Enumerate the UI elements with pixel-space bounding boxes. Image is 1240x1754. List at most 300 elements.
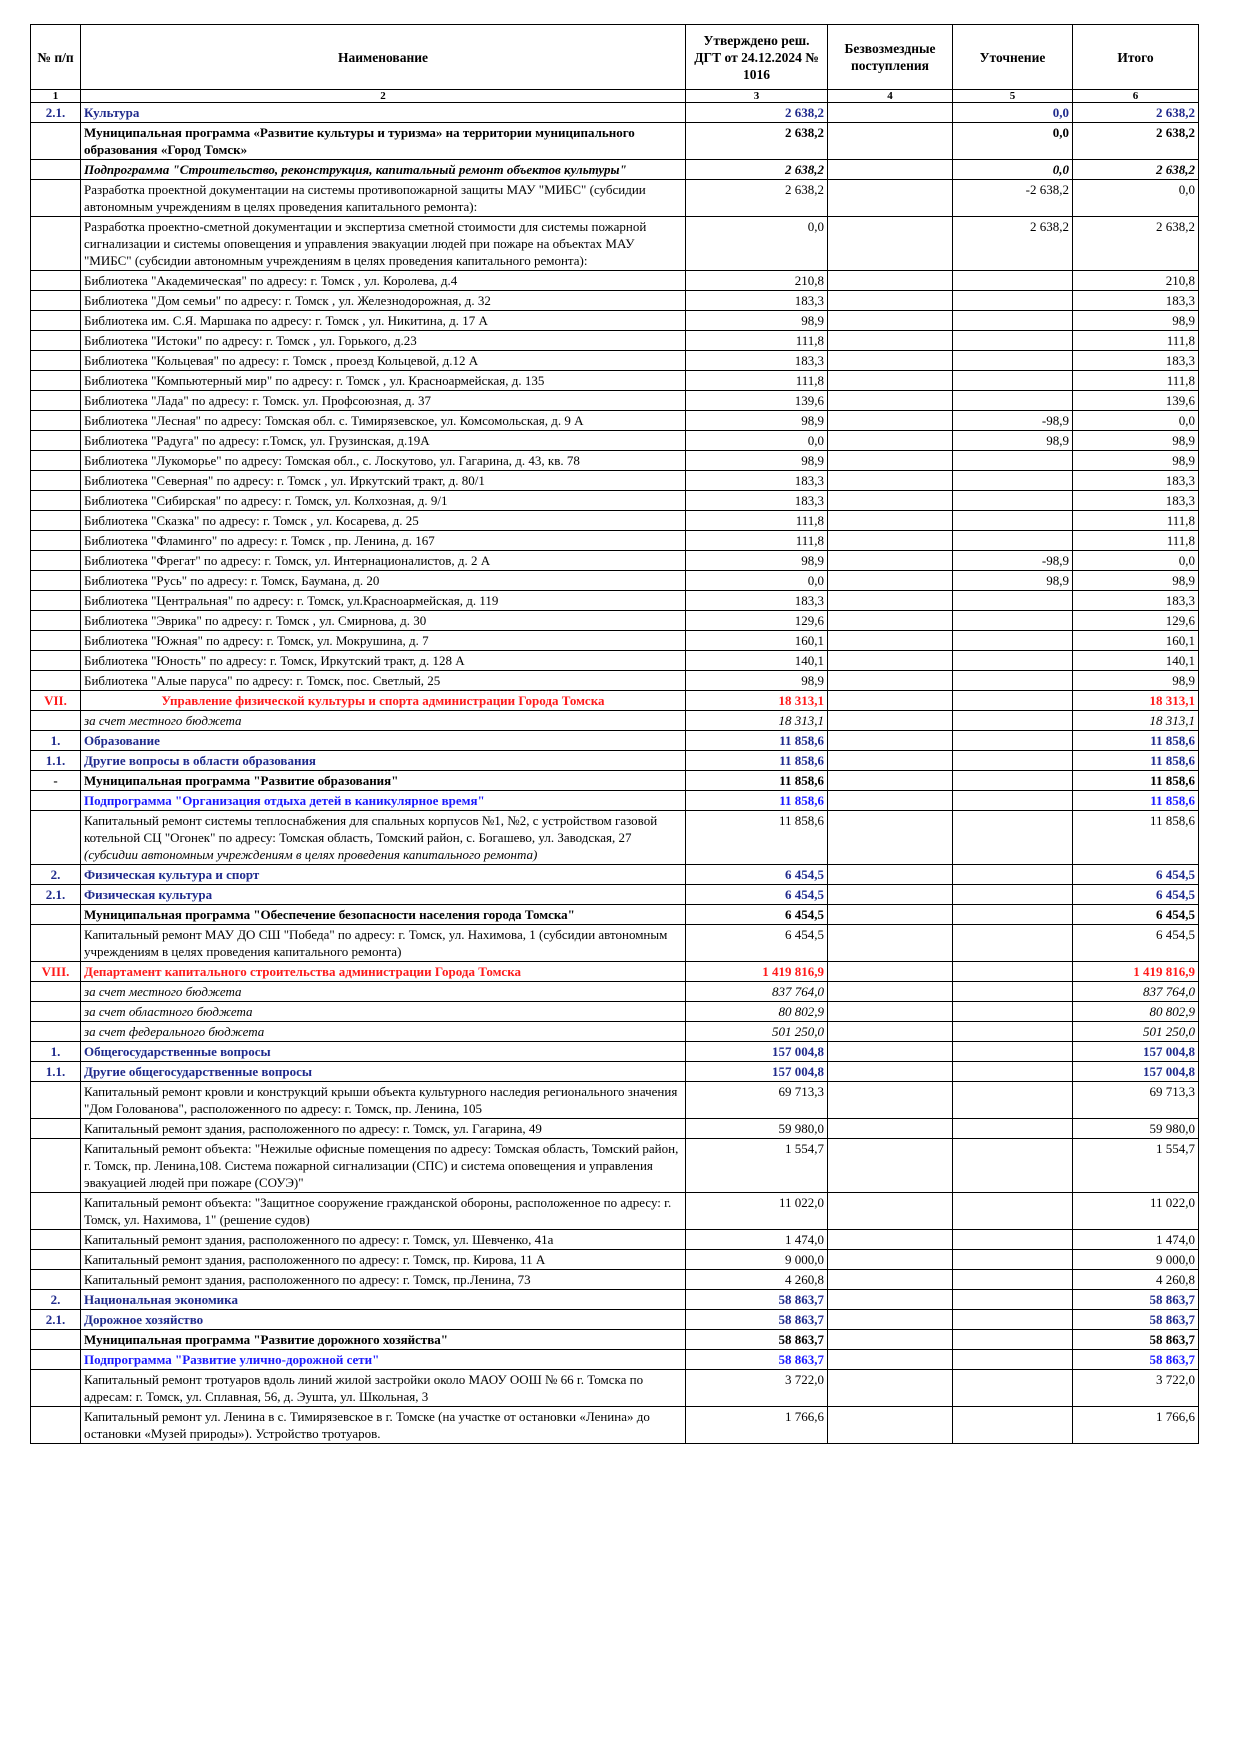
total-value: 0,0 [1073, 180, 1199, 217]
row-number [31, 1230, 81, 1250]
row-number [31, 551, 81, 571]
approved-value: 9 000,0 [686, 1250, 828, 1270]
grants-value [828, 471, 953, 491]
table-row [31, 691, 1199, 711]
row-name-text: Библиотека "Южная" по адресу: г. Томск, ул. Мокрушина, д. 7 [84, 633, 429, 648]
grants-value [828, 1250, 953, 1270]
table-row [31, 1250, 1199, 1270]
grants-value [828, 311, 953, 331]
table-row [31, 962, 1199, 982]
table-row [31, 491, 1199, 511]
row-number [31, 925, 81, 962]
total-value: 11 858,6 [1073, 751, 1199, 771]
row-number [31, 791, 81, 811]
row-name-text: Библиотека "Академическая" по адресу: г. Томск , ул. Королева, д.4 [84, 273, 458, 288]
row-name-text: Физическая культура и спорт [84, 867, 260, 882]
approved-value: 6 454,5 [686, 905, 828, 925]
total-value: 11 858,6 [1073, 811, 1199, 865]
grants-value [828, 123, 953, 160]
adjustment-value [953, 771, 1073, 791]
row-name [81, 1022, 686, 1042]
row-name [81, 1290, 686, 1310]
grants-value [828, 811, 953, 865]
approved-value: 111,8 [686, 331, 828, 351]
row-number [31, 631, 81, 651]
approved-value: 58 863,7 [686, 1310, 828, 1330]
total-value: 98,9 [1073, 311, 1199, 331]
grants-value [828, 1082, 953, 1119]
grants-value [828, 1022, 953, 1042]
adjustment-value [953, 271, 1073, 291]
total-value: 157 004,8 [1073, 1042, 1199, 1062]
approved-value: 1 766,6 [686, 1407, 828, 1444]
row-name-text: Библиотека "Эврика" по адресу: г. Томск , ул. Смирнова, д. 30 [84, 613, 427, 628]
adjustment-value [953, 885, 1073, 905]
row-name [81, 591, 686, 611]
approved-value: 80 802,9 [686, 1002, 828, 1022]
total-value: 58 863,7 [1073, 1350, 1199, 1370]
grants-value [828, 571, 953, 591]
row-number [31, 1407, 81, 1444]
table-row [31, 1193, 1199, 1230]
adjustment-value [953, 1002, 1073, 1022]
row-number [31, 391, 81, 411]
table-row [31, 1139, 1199, 1193]
grants-value [828, 771, 953, 791]
adjustment-value [953, 982, 1073, 1002]
row-number [31, 351, 81, 371]
row-name-text: Культура [84, 105, 140, 120]
adjustment-value [953, 1407, 1073, 1444]
total-value: 69 713,3 [1073, 1082, 1199, 1119]
row-number: 2.1. [31, 885, 81, 905]
grants-value [828, 551, 953, 571]
adjustment-value [953, 331, 1073, 351]
approved-value: 18 313,1 [686, 711, 828, 731]
approved-value: 0,0 [686, 571, 828, 591]
row-name [81, 885, 686, 905]
grants-value [828, 671, 953, 691]
grants-value [828, 391, 953, 411]
row-name-text: Капитальный ремонт здания, расположенного по адресу: г. Томск, ул. Шевченко, 41а [84, 1232, 554, 1247]
total-value: 111,8 [1073, 331, 1199, 351]
row-name-text: Библиотека им. С.Я. Маршака по адресу: г. Томск , ул. Никитина, д. 17 А [84, 313, 488, 328]
row-number [31, 1119, 81, 1139]
column-number: 3 [686, 90, 828, 103]
header-total: Итого [1073, 25, 1199, 90]
total-value: 80 802,9 [1073, 1002, 1199, 1022]
adjustment-value [953, 291, 1073, 311]
row-number: 2. [31, 1290, 81, 1310]
grants-value [828, 511, 953, 531]
total-value: 18 313,1 [1073, 691, 1199, 711]
total-value: 140,1 [1073, 651, 1199, 671]
row-name [81, 1062, 686, 1082]
approved-value: 3 722,0 [686, 1370, 828, 1407]
header-grants: Безвозмездные поступления [828, 25, 953, 90]
adjustment-value [953, 751, 1073, 771]
header-no: № п/п [31, 25, 81, 90]
row-name [81, 1350, 686, 1370]
total-value: 1 419 816,9 [1073, 962, 1199, 982]
row-name-text: Муниципальная программа "Обеспечение безопасности населения города Томска" [84, 907, 575, 922]
row-name [81, 905, 686, 925]
table-row [31, 925, 1199, 962]
adjustment-value [953, 631, 1073, 651]
approved-value: 11 858,6 [686, 771, 828, 791]
approved-value: 98,9 [686, 411, 828, 431]
table-row [31, 123, 1199, 160]
row-number [31, 1330, 81, 1350]
row-name [81, 865, 686, 885]
row-name [81, 671, 686, 691]
row-name [81, 1270, 686, 1290]
total-value: 98,9 [1073, 571, 1199, 591]
row-name-text: Библиотека "Северная" по адресу: г. Томск , ул. Иркутский тракт, д. 80/1 [84, 473, 485, 488]
grants-value [828, 103, 953, 123]
row-number [31, 1350, 81, 1370]
total-value: 18 313,1 [1073, 711, 1199, 731]
adjustment-value [953, 1350, 1073, 1370]
grants-value [828, 160, 953, 180]
table-row [31, 982, 1199, 1002]
approved-value: 4 260,8 [686, 1270, 828, 1290]
table-row [31, 1370, 1199, 1407]
adjustment-value: 0,0 [953, 123, 1073, 160]
row-number [31, 651, 81, 671]
adjustment-value [953, 1082, 1073, 1119]
grants-value [828, 371, 953, 391]
row-number [31, 531, 81, 551]
table-row [31, 511, 1199, 531]
approved-value: 59 980,0 [686, 1119, 828, 1139]
row-name-text: Капитальный ремонт МАУ ДО СШ "Победа" по адресу: г. Томск, ул. Нахимова, 1 (субсидии автономным учреждениям в целях проведения капитального ремонта) [84, 927, 668, 959]
table-row [31, 103, 1199, 123]
approved-value: 98,9 [686, 311, 828, 331]
table-row [31, 1022, 1199, 1042]
row-name [81, 371, 686, 391]
table-row [31, 885, 1199, 905]
row-number [31, 331, 81, 351]
grants-value [828, 451, 953, 471]
grants-value [828, 411, 953, 431]
row-name [81, 1002, 686, 1022]
row-name [81, 431, 686, 451]
total-value: 6 454,5 [1073, 885, 1199, 905]
column-number-row [31, 90, 1199, 103]
row-number [31, 1002, 81, 1022]
header-adjustment: Уточнение [953, 25, 1073, 90]
row-number: - [31, 771, 81, 791]
row-name [81, 1119, 686, 1139]
total-value: 9 000,0 [1073, 1250, 1199, 1270]
approved-value: 11 858,6 [686, 791, 828, 811]
table-row [31, 1082, 1199, 1119]
row-name [81, 160, 686, 180]
row-number [31, 1139, 81, 1193]
row-name-text: Капитальный ремонт ул. Ленина в с. Тимирязевское в г. Томске (на участке от остановки «Ленина» до остановки «Музей природы»). Устройство тротуаров. [84, 1409, 650, 1441]
total-value: 183,3 [1073, 351, 1199, 371]
row-name-text: Библиотека "Лукоморье" по адресу: Томская обл., с. Лоскутово, ул. Гагарина, д. 43, кв. 78 [84, 453, 580, 468]
row-name [81, 751, 686, 771]
row-name [81, 291, 686, 311]
row-number: 2.1. [31, 1310, 81, 1330]
grants-value [828, 731, 953, 751]
row-name [81, 217, 686, 271]
grants-value [828, 905, 953, 925]
approved-value: 183,3 [686, 291, 828, 311]
column-number: 1 [31, 90, 81, 103]
row-name [81, 471, 686, 491]
total-value: 1 766,6 [1073, 1407, 1199, 1444]
row-name-text: Библиотека "Кольцевая" по адресу: г. Томск , проезд Кольцевой, д.12 А [84, 353, 479, 368]
adjustment-value: -98,9 [953, 411, 1073, 431]
row-number [31, 451, 81, 471]
total-value: 58 863,7 [1073, 1310, 1199, 1330]
table-row [31, 651, 1199, 671]
adjustment-value: 2 638,2 [953, 217, 1073, 271]
grants-value [828, 1270, 953, 1290]
approved-value: 1 474,0 [686, 1230, 828, 1250]
approved-value: 58 863,7 [686, 1290, 828, 1310]
column-number: 2 [81, 90, 686, 103]
approved-value: 2 638,2 [686, 180, 828, 217]
row-name-text: Библиотека "Русь" по адресу: г. Томск, Баумана, д. 20 [84, 573, 380, 588]
row-number [31, 571, 81, 591]
row-name-text: Капитальный ремонт здания, расположенного по адресу: г. Томск, ул. Гагарина, 49 [84, 1121, 542, 1136]
table-row [31, 671, 1199, 691]
table-row [31, 631, 1199, 651]
row-name-text: Другие общегосударственные вопросы [84, 1064, 312, 1079]
total-value: 2 638,2 [1073, 217, 1199, 271]
grants-value [828, 591, 953, 611]
row-name-text: за счет местного бюджета [84, 713, 242, 728]
row-number: 1.1. [31, 1062, 81, 1082]
approved-value: 98,9 [686, 671, 828, 691]
total-value: 111,8 [1073, 511, 1199, 531]
table-row [31, 771, 1199, 791]
row-name [81, 1310, 686, 1330]
adjustment-value [953, 1119, 1073, 1139]
total-value: 98,9 [1073, 671, 1199, 691]
row-name-text: Муниципальная программа «Развитие культуры и туризма» на территории муниципального образования «Город Томск» [84, 125, 635, 157]
row-name-text: Библиотека "Юность" по адресу: г. Томск, Иркутский тракт, д. 128 А [84, 653, 465, 668]
total-value: 111,8 [1073, 531, 1199, 551]
table-row [31, 471, 1199, 491]
row-name [81, 571, 686, 591]
approved-value: 139,6 [686, 391, 828, 411]
row-name-text: Муниципальная программа "Развитие образования" [84, 773, 399, 788]
approved-value: 11 022,0 [686, 1193, 828, 1230]
approved-value: 183,3 [686, 471, 828, 491]
column-number: 6 [1073, 90, 1199, 103]
row-name [81, 511, 686, 531]
row-name-text: Общегосударственные вопросы [84, 1044, 271, 1059]
row-number [31, 180, 81, 217]
approved-value: 1 554,7 [686, 1139, 828, 1193]
table-row [31, 311, 1199, 331]
row-number [31, 311, 81, 331]
table-row [31, 160, 1199, 180]
table-row [31, 731, 1199, 751]
row-name-text: Библиотека "Сибирская" по адресу: г. Томск, ул. Колхозная, д. 9/1 [84, 493, 448, 508]
row-name-text: Библиотека "Радуга" по адресу: г.Томск, ул. Грузинская, д.19А [84, 433, 430, 448]
approved-value: 2 638,2 [686, 160, 828, 180]
row-name [81, 551, 686, 571]
row-name-text: Капитальный ремонт системы теплоснабжения для спальных корпусов №1, №2, с устройством газовой котельной СЦ "Огонек" по адресу: Томская область, Томский район, с. Богашево, ул. Заводская, 27 [84, 813, 658, 845]
table-row [31, 1330, 1199, 1350]
adjustment-value [953, 671, 1073, 691]
adjustment-value [953, 351, 1073, 371]
total-value: 1 554,7 [1073, 1139, 1199, 1193]
approved-value: 2 638,2 [686, 103, 828, 123]
row-number [31, 271, 81, 291]
row-name [81, 1193, 686, 1230]
row-number [31, 411, 81, 431]
row-number [31, 1082, 81, 1119]
total-value: 183,3 [1073, 591, 1199, 611]
row-name [81, 411, 686, 431]
row-name [81, 1250, 686, 1270]
table-row [31, 371, 1199, 391]
row-number [31, 982, 81, 1002]
row-name-text: Подпрограмма "Развитие улично-дорожной сети" [84, 1352, 380, 1367]
approved-value: 11 858,6 [686, 751, 828, 771]
approved-value: 210,8 [686, 271, 828, 291]
row-number: VII. [31, 691, 81, 711]
adjustment-value [953, 1330, 1073, 1350]
row-number: 1.1. [31, 751, 81, 771]
approved-value: 69 713,3 [686, 1082, 828, 1119]
row-number [31, 371, 81, 391]
adjustment-value [953, 905, 1073, 925]
row-name [81, 1139, 686, 1193]
adjustment-value [953, 371, 1073, 391]
adjustment-value [953, 1310, 1073, 1330]
grants-value [828, 611, 953, 631]
total-value: 210,8 [1073, 271, 1199, 291]
table-row [31, 531, 1199, 551]
total-value: 2 638,2 [1073, 123, 1199, 160]
table-row [31, 331, 1199, 351]
row-name [81, 331, 686, 351]
adjustment-value [953, 731, 1073, 751]
row-name [81, 491, 686, 511]
row-name [81, 1330, 686, 1350]
grants-value [828, 291, 953, 311]
adjustment-value: -98,9 [953, 551, 1073, 571]
grants-value [828, 1062, 953, 1082]
adjustment-value [953, 651, 1073, 671]
row-name-text: Библиотека "Лесная" по адресу: Томская обл. с. Тимирязевское, ул. Комсомольская, д. 9 А [84, 413, 584, 428]
row-name [81, 651, 686, 671]
grants-value [828, 925, 953, 962]
adjustment-value [953, 791, 1073, 811]
row-number [31, 431, 81, 451]
table-row [31, 1290, 1199, 1310]
table-row [31, 1119, 1199, 1139]
total-value: 98,9 [1073, 451, 1199, 471]
adjustment-value [953, 451, 1073, 471]
row-name-text: Дорожное хозяйство [84, 1312, 204, 1327]
grants-value [828, 1370, 953, 1407]
row-number [31, 1022, 81, 1042]
row-name [81, 180, 686, 217]
row-note: (субсидии автономным учреждениям в целях проведения капитального ремонта) [84, 847, 538, 862]
row-name [81, 1370, 686, 1407]
grants-value [828, 180, 953, 217]
table-row [31, 1230, 1199, 1250]
table-row [31, 1350, 1199, 1370]
row-name [81, 611, 686, 631]
adjustment-value [953, 511, 1073, 531]
table-row [31, 1270, 1199, 1290]
total-value: 183,3 [1073, 491, 1199, 511]
grants-value [828, 711, 953, 731]
approved-value: 6 454,5 [686, 865, 828, 885]
approved-value: 2 638,2 [686, 123, 828, 160]
grants-value [828, 1330, 953, 1350]
total-value: 11 858,6 [1073, 731, 1199, 751]
approved-value: 837 764,0 [686, 982, 828, 1002]
total-value: 0,0 [1073, 551, 1199, 571]
row-name-text: Капитальный ремонт здания, расположенного по адресу: г. Томск, пр.Ленина, 73 [84, 1272, 531, 1287]
table-row [31, 1407, 1199, 1444]
total-value: 160,1 [1073, 631, 1199, 651]
row-name-text: Капитальный ремонт объекта: "Нежилые офисные помещения по адресу: Томская область, Томский район, г. Томск, пр. Ленина,108. Система пожарной сигнализации (СПС) и система оповещения и управления эвакуацией людей при пожаре (СОУЭ)" [84, 1141, 679, 1190]
table-row [31, 751, 1199, 771]
row-number [31, 811, 81, 865]
adjustment-value [953, 1230, 1073, 1250]
row-name [81, 391, 686, 411]
approved-value: 129,6 [686, 611, 828, 631]
table-row [31, 180, 1199, 217]
grants-value [828, 982, 953, 1002]
row-name [81, 123, 686, 160]
grants-value [828, 531, 953, 551]
table-row [31, 217, 1199, 271]
adjustment-value [953, 1290, 1073, 1310]
total-value: 183,3 [1073, 291, 1199, 311]
row-name-text: Разработка проектной документации на системы противопожарной защиты МАУ "МИБС" (субсидии автономным учреждениям в целях проведения капитального ремонта): [84, 182, 646, 214]
approved-value: 111,8 [686, 531, 828, 551]
row-name-text: Капитальный ремонт здания, расположенного по адресу: г. Томск, пр. Кирова, 11 А [84, 1252, 546, 1267]
approved-value: 58 863,7 [686, 1350, 828, 1370]
total-value: 58 863,7 [1073, 1290, 1199, 1310]
row-name-text: Разработка проектно-сметной документации и экспертиза сметной стоимости для системы пожарной сигнализации и системы оповещения и управления эвакуации людей при пожаре на объектах МАУ "МИБС" (субсидии автономным учреждениям в целях проведения капитального ремонта): [84, 219, 647, 268]
row-name-text: за счет местного бюджета [84, 984, 242, 999]
approved-value: 183,3 [686, 591, 828, 611]
table-body [31, 103, 1199, 1444]
table-row [31, 431, 1199, 451]
approved-value: 111,8 [686, 511, 828, 531]
row-name [81, 351, 686, 371]
grants-value [828, 271, 953, 291]
grants-value [828, 751, 953, 771]
row-number [31, 1193, 81, 1230]
adjustment-value [953, 1250, 1073, 1270]
row-number [31, 160, 81, 180]
approved-value: 6 454,5 [686, 885, 828, 905]
grants-value [828, 885, 953, 905]
approved-value: 98,9 [686, 551, 828, 571]
approved-value: 160,1 [686, 631, 828, 651]
adjustment-value [953, 1270, 1073, 1290]
table-row [31, 905, 1199, 925]
row-name-text: Библиотека "Фламинго" по адресу: г. Томск , пр. Ленина, д. 167 [84, 533, 435, 548]
grants-value [828, 1119, 953, 1139]
row-name-text: Библиотека "Сказка" по адресу: г. Томск , ул. Косарева, д. 25 [84, 513, 419, 528]
